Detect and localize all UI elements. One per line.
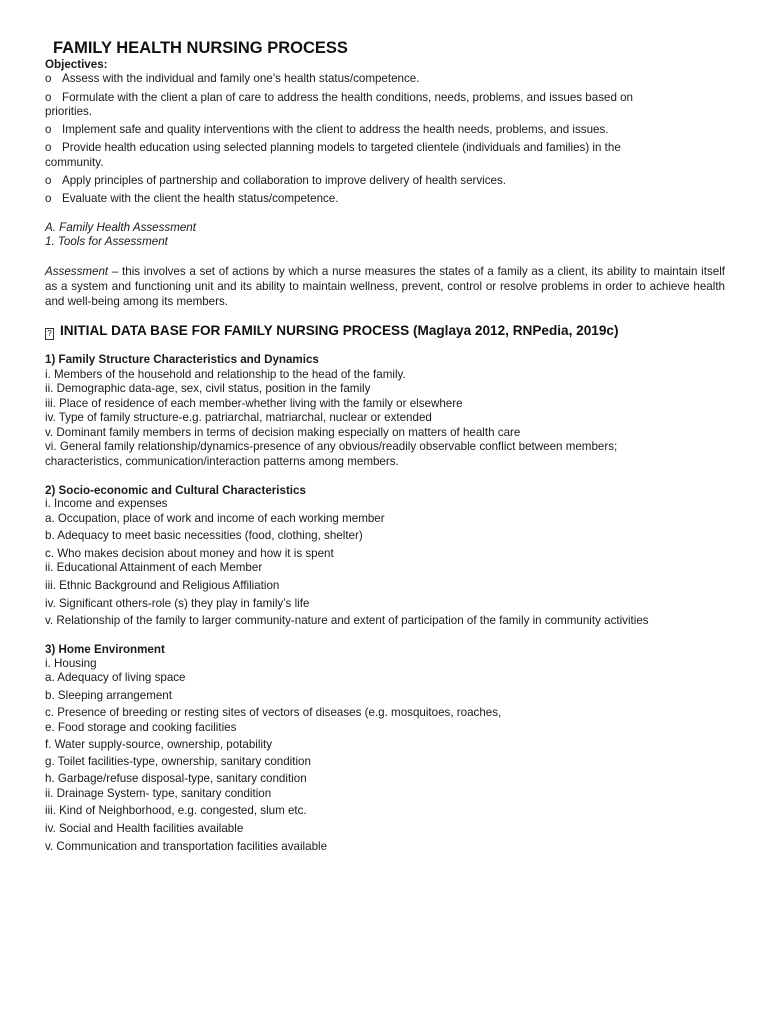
section-line: v. Dominant family members in terms of decision making especially on matters of health care xyxy=(45,426,521,439)
section-line: ii. Demographic data-age, sex, civil status, position in the family xyxy=(45,382,371,395)
section-line: b. Sleeping arrangement xyxy=(45,689,172,702)
document-title: FAMILY HEALTH NURSING PROCESS xyxy=(53,39,348,57)
objective-text: Implement safe and quality interventions with the client to address the health needs, problems, and issues. xyxy=(62,123,609,136)
objective-item xyxy=(45,91,633,106)
section-line: iv. Significant others-role (s) they play in family’s life xyxy=(45,597,310,610)
assessment-heading: A. Family Health Assessment xyxy=(45,221,196,234)
section-line: iv. Social and Health facilities available xyxy=(45,822,244,835)
section-line: ii. Drainage System- type, sanitary condition xyxy=(45,787,272,800)
objective-item xyxy=(45,141,621,156)
section-line: iv. Type of family structure-e.g. patriarchal, matriarchal, nuclear or extended xyxy=(45,411,432,424)
bullet-marker: o xyxy=(45,141,52,154)
bullet-marker: o xyxy=(45,192,52,205)
section-line: v. Communication and transportation facilities available xyxy=(45,840,328,853)
objective-text-continued: priorities. xyxy=(45,105,93,118)
section-line: e. Food storage and cooking facilities xyxy=(45,721,237,734)
section-line: i. Income and expenses xyxy=(45,497,168,510)
section-line: g. Toilet facilities-type, ownership, sanitary condition xyxy=(45,755,311,768)
assessment-subheading: 1. Tools for Assessment xyxy=(45,235,168,248)
bullet-marker: o xyxy=(45,91,52,104)
section-line: f. Water supply-source, ownership, potability xyxy=(45,738,273,751)
objective-item xyxy=(45,192,338,207)
section-line: a. Adequacy of living space xyxy=(45,671,186,684)
bullet-marker: o xyxy=(45,174,52,187)
section-line: characteristics, communication/interaction patterns among members. xyxy=(45,455,399,468)
section-line: a. Occupation, place of work and income of each working member xyxy=(45,512,385,525)
section-title: 3) Home Environment xyxy=(45,643,165,656)
section-line: iii. Kind of Neighborhood, e.g. congested, slum etc. xyxy=(45,804,307,817)
assessment-term: Assessment xyxy=(45,265,109,278)
assessment-paragraph xyxy=(45,264,725,309)
section-line: ii. Educational Attainment of each Member xyxy=(45,561,263,574)
section-title: 1) Family Structure Characteristics and Dynamics xyxy=(45,353,319,366)
objective-text: Provide health education using selected planning models to targeted clientele (individuals and families) in the xyxy=(62,141,621,154)
objective-text: Evaluate with the client the health status/competence. xyxy=(62,192,339,205)
missing-glyph-icon: ? xyxy=(45,328,54,340)
section-line: i. Members of the household and relationship to the head of the family. xyxy=(45,368,406,381)
objective-text: Apply principles of partnership and collaboration to improve delivery of health services. xyxy=(62,174,507,187)
assessment-definition: – this involves a set of actions by which a nurse measures the states of a family as a client, its ability to maintain itself as a system and functioning unit and its ability to maintain wellness, prevent, control or resolve problems in order to achieve health and well-being among its members. xyxy=(45,265,725,308)
database-heading xyxy=(45,323,619,340)
section-line: v. Relationship of the family to larger community-nature and extent of participation of the family in community activities xyxy=(45,614,649,627)
section-line: b. Adequacy to meet basic necessities (food, clothing, shelter) xyxy=(45,529,363,542)
section-line: c. Presence of breeding or resting sites of vectors of diseases (e.g. mosquitoes, roaches, xyxy=(45,706,502,719)
section-line: iii. Place of residence of each member-whether living with the family or elsewhere xyxy=(45,397,463,410)
section-line: vi. General family relationship/dynamics-presence of any obvious/readily observable conflict between members; xyxy=(45,440,618,453)
objective-item xyxy=(45,72,419,87)
section-line: i. Housing xyxy=(45,657,97,670)
objective-item xyxy=(45,123,609,138)
bullet-marker: o xyxy=(45,72,52,85)
objective-item xyxy=(45,174,506,189)
section-line: c. Who makes decision about money and how it is spent xyxy=(45,547,334,560)
database-heading-text: INITIAL DATA BASE FOR FAMILY NURSING PROCESS (Maglaya 2012, RNPedia, 2019c) xyxy=(60,323,619,338)
objectives-label: Objectives: xyxy=(45,58,108,71)
objective-text: Formulate with the client a plan of care to address the health conditions, needs, problems, and issues based on xyxy=(62,91,634,104)
bullet-marker: o xyxy=(45,123,52,136)
section-line: h. Garbage/refuse disposal-type, sanitary condition xyxy=(45,772,307,785)
objective-text-continued: community. xyxy=(45,156,104,169)
section-line: iii. Ethnic Background and Religious Affiliation xyxy=(45,579,280,592)
section-title: 2) Socio-economic and Cultural Characteristics xyxy=(45,484,306,497)
objective-text: Assess with the individual and family one’s health status/competence. xyxy=(62,72,420,85)
